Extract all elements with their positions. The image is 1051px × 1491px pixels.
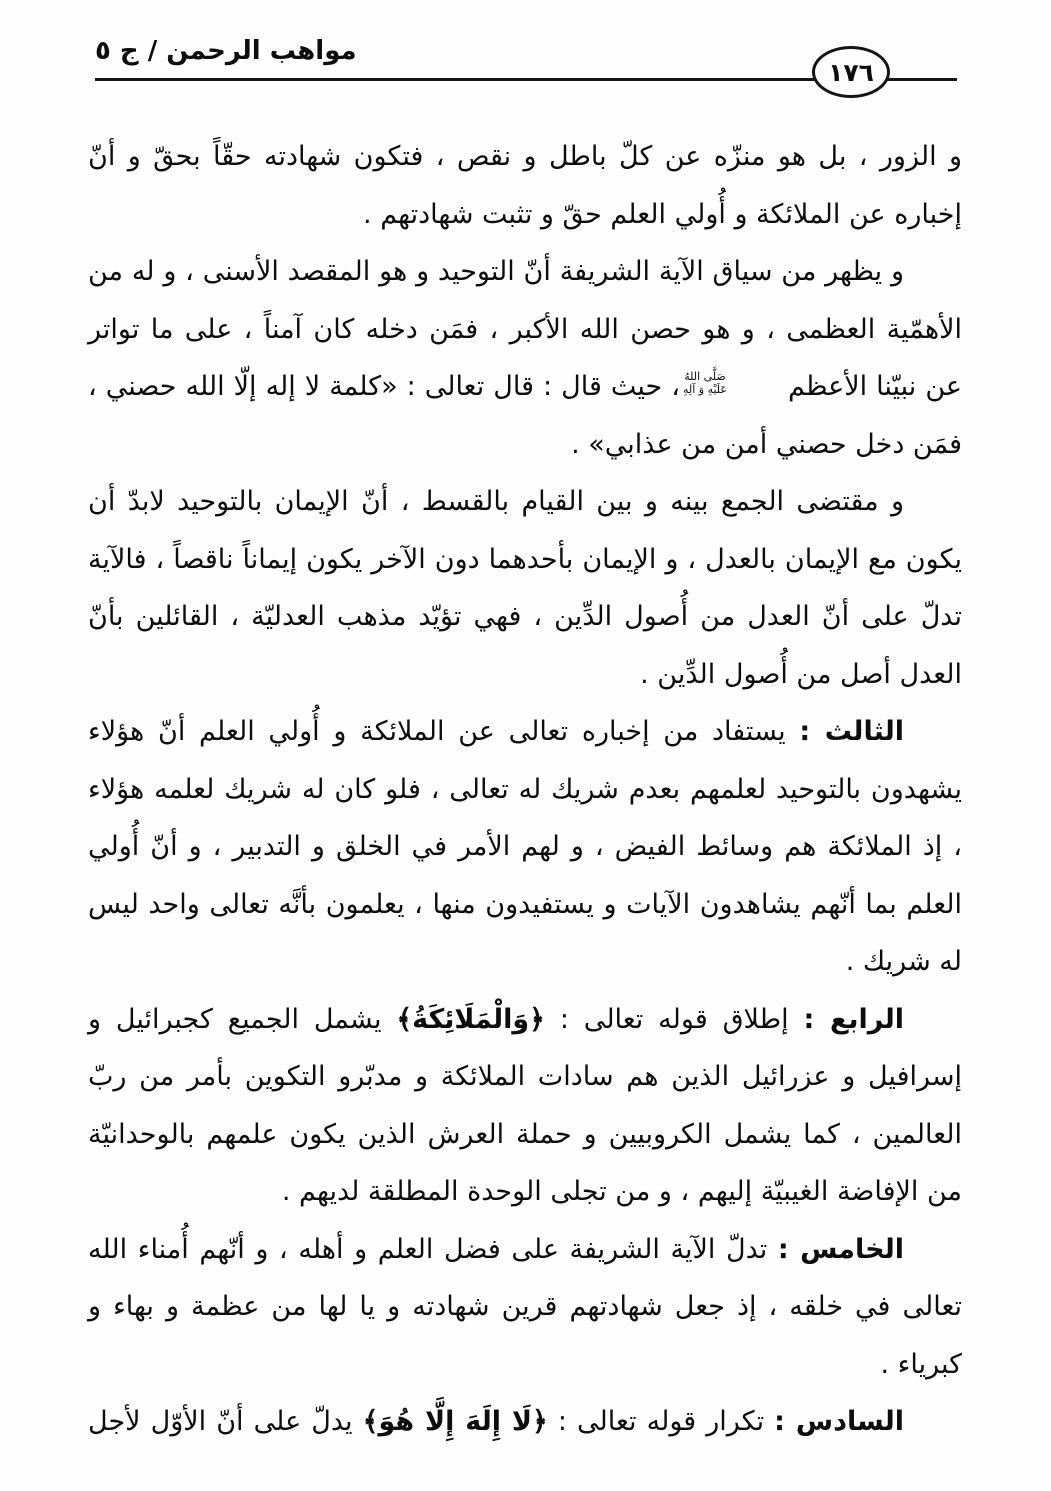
text-run: و يظهر من سياق الآية الشريفة أنّ التوحيد و هو المقصد الأسنى ، و له من الأهمّية العظمى ، و هو حصن الله الأكبر ، فمَن دخله كان آمناً ، على ما تواتر عن نبيّنا الأعظم xyxy=(88,256,963,402)
paragraph xyxy=(88,703,962,991)
text-run: و مقتضى الجمع بينه و بين القيام بالقسط ، أنّ الإيمان بالتوحيد لابدّ أن يكون مع الإيمان بالعدل ، و الإيمان بأحدهما دون الآخر يكون إيماناً ناقصاً ، فالآية تدلّ على أنّ العدل من أُصول الدِّين ، فهي تؤيّد مذهب العدليّة ، القائلين بأنّ العدل أصل من أُصول الدِّين . xyxy=(88,486,962,690)
paragraph xyxy=(88,1221,962,1394)
paragraph xyxy=(88,243,962,473)
text-run: تكرار قوله تعالى : xyxy=(547,1406,775,1437)
page-body xyxy=(88,128,962,1451)
quran-quote: ﴿لَا إِلَهَ إِلَّا هُوَ﴾ xyxy=(362,1406,548,1437)
text-run: و الزور ، بل هو منزّه عن كلّ باطل و نقص ، فتكون شهادته حقّاً بحقّ و أنّ إخباره عن الملائكة و أُولي العلم حقّ و تثبت شهادتهم . xyxy=(88,141,962,230)
page-number-badge xyxy=(812,46,890,98)
text-run: يدلّ على أنّ الأوّل لأجل xyxy=(88,1406,363,1437)
text-run: تدلّ الآية الشريفة على فضل العلم و أهله ، و أنّهم أُمناء الله تعالى في خلقه ، إذ جعل شهادتهم قرين شهادته و يا لها من عظمة و بهاء و كبرياء . xyxy=(88,1233,962,1380)
prophet-honorific xyxy=(683,371,785,396)
text-run: إطلاق قوله تعالى : xyxy=(545,1003,804,1035)
section-lead: الثالث : xyxy=(799,716,904,747)
section-lead: الخامس : xyxy=(777,1233,904,1265)
prophet-honorific-line1: صَلَّى اللهُ xyxy=(684,369,726,383)
paragraph xyxy=(88,991,962,1221)
paragraph xyxy=(88,128,962,243)
paragraph xyxy=(88,473,962,703)
text-run: يشمل الجميع كجبرائيل و إسرافيل و عزرائيل الذين هم سادات الملائكة و مدبّرو التكوين بأمر من ربّ العالمين ، كما يشمل الكروبيين و حملة العرش الذين يكون علمهم بالوحدانيّة من الإفاضة الغيبيّة إليهم ، و من تجلى الوحدة المطلقة لديهم . xyxy=(88,1003,962,1207)
prophet-honorific-line2: عَلَيْهِ وَ آلِهِ xyxy=(682,382,727,396)
text-run: ، حيث قال : قال تعالى : «كلمة لا إله إلّا الله حصني ، فمَن دخل حصني أمن من عذابي» . xyxy=(88,371,962,460)
section-lead: الرابع : xyxy=(803,1003,904,1035)
page-number: ١٧٦ xyxy=(828,57,874,87)
text-run: يستفاد من إخباره تعالى عن الملائكة و أُولي العلم أنّ هؤلاء يشهدون بالتوحيد لعلمهم بعدم شريك له تعالى ، فلو كان له شريك لعلمه هؤلاء ، إذ الملائكة هم وسائط الفيض ، و لهم الأمر في الخلق و التدبير ، و أنّ أُولي العلم بما أنّهم يشاهدون الآيات و يستفيدون منها ، يعلمون بأنَّه تعالى واحد ليس له شريك . xyxy=(88,716,962,977)
book-title: مواهب الرحمن / ج ٥ xyxy=(95,36,357,66)
paragraph xyxy=(88,1393,962,1451)
section-lead: السادس : xyxy=(774,1406,904,1437)
quran-quote: ﴿وَالْمَلَائِكَةُ﴾ xyxy=(396,1003,545,1035)
